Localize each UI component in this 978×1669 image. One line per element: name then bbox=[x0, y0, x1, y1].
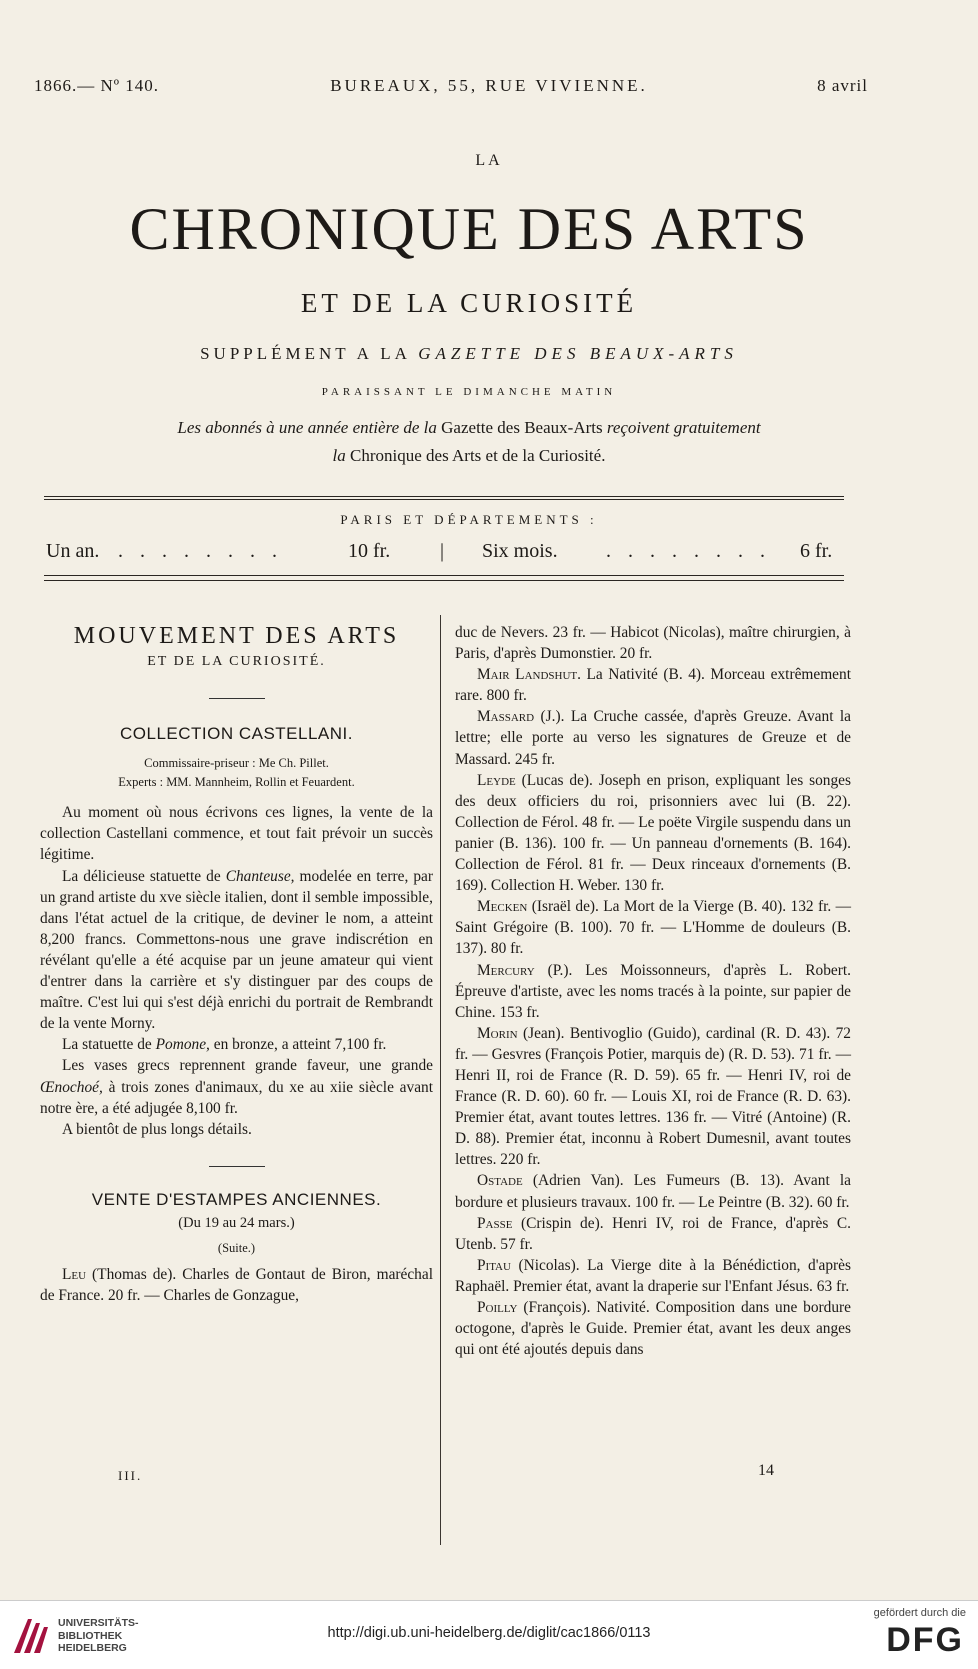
subscribers-text-c: reçoivent gratuitement bbox=[606, 418, 761, 437]
entry-name: Mercury bbox=[477, 961, 535, 979]
pricing-rule-thin bbox=[44, 580, 844, 581]
office-address: BUREAUX, 55, RUE VIVIENNE. bbox=[330, 76, 648, 95]
subscribers-text-e: Chronique des Arts et de la Curiosité. bbox=[350, 446, 606, 465]
p3-text-a: La statuette de bbox=[62, 1036, 152, 1054]
p3-text-c: en bronze, a atteint 7,100 fr. bbox=[213, 1036, 387, 1054]
entry-text: (Lucas de). Joseph en prison, expliquant les songes des deux officiers du roi, prisonniers avec lui (B. 22). Collection de Férol. 48 fr. — Le poëte Virgile suspendu dans un panier (B. 136). 100 fr. — Un panneau d'ornements (B. 164). Collection de Férol. 81 fr. — Deux rinceaux d'ornements (B. 169). Collection H. Weber. 130 fr. bbox=[455, 771, 851, 895]
entry-name: Poilly bbox=[477, 1299, 518, 1316]
left-column bbox=[40, 622, 433, 1306]
page-number: 14 bbox=[758, 1462, 774, 1479]
entry-name: Ostade bbox=[477, 1172, 523, 1190]
entry-name: Passe bbox=[477, 1214, 513, 1232]
paragraph-1: Au moment où nous écrivons ces lignes, la vente de la collection Castellani commence, et tout fait prévoir un succès légitime. bbox=[40, 804, 433, 864]
top-rule-thin bbox=[44, 499, 844, 500]
subscribers-text-d: la bbox=[332, 446, 346, 465]
library-line-3: HEIDELBERG bbox=[58, 1642, 127, 1654]
sale-title: VENTE D'ESTAMPES ANCIENNES. bbox=[91, 1189, 382, 1209]
entry-text: (Adrien Van). Les Fumeurs (B. 13). Avant la bordure et plusieurs travaux. 100 fr. — Le Peintre (B. 32). 60 fr. bbox=[455, 1172, 852, 1211]
p2-work-title: Chanteuse, bbox=[225, 867, 295, 885]
entry-text: (François). Nativité. Composition dans une bordure octogone, d'après le Guide. Premier état, avant les deux anges qui ont été ajoutés depuis dans bbox=[455, 1299, 851, 1359]
entry-leyde bbox=[455, 770, 851, 897]
entry-name: Leyde bbox=[477, 771, 516, 789]
journal-title: CHRONIQUE DES ARTS bbox=[129, 196, 809, 262]
right-column bbox=[455, 622, 851, 1360]
paragraph-3 bbox=[40, 1034, 433, 1055]
short-rule-2 bbox=[209, 1166, 265, 1167]
entry-leu-text: (Thomas de). Charles de Gontaut de Biron, maréchal de France. 20 fr. — Charles de Gonzague, bbox=[40, 1265, 433, 1304]
funding-label: gefördert durch die bbox=[873, 1607, 966, 1619]
entry-name: Mair Landshut. bbox=[477, 666, 581, 684]
p4-work-title: Œnochoé, bbox=[40, 1078, 103, 1096]
half-year-dots: . . . . . . . . bbox=[606, 540, 771, 562]
section-subheading: ET DE LA CURIOSITÉ. bbox=[147, 654, 326, 670]
entry-text: (P.). Les Moissonneurs, d'après L. Robert. Épreuve d'artiste, avec les noms tracés à la pointe, sur papier de Chine. 153 fr. bbox=[455, 961, 851, 1021]
auctioneer-line: Commissaire-priseur : Me Ch. Pillet. bbox=[144, 756, 329, 771]
library-line-1: UNIVERSITÄTS- bbox=[58, 1617, 139, 1629]
entry-name: Mecken bbox=[477, 898, 528, 916]
entry-mecken bbox=[455, 896, 851, 959]
entry-pitau bbox=[455, 1255, 851, 1297]
year-label: Un an. bbox=[46, 540, 100, 562]
pricing-rule bbox=[44, 575, 844, 576]
subscribers-text-b: Gazette des Beaux-Arts bbox=[441, 418, 603, 437]
sale-continued: (Suite.) bbox=[217, 1240, 256, 1255]
entry-text: (Crispin de). Henri IV, roi de France, d'après C. Utenb. 57 fr. bbox=[455, 1214, 851, 1253]
issue-number: 1866.— Nº 140. bbox=[34, 76, 160, 95]
price-separator: | bbox=[440, 540, 445, 562]
top-rule bbox=[44, 496, 844, 497]
journal-subtitle: ET DE LA CURIOSITÉ bbox=[300, 288, 638, 318]
p4-text-c: à trois zones d'animaux, du xe au xiie siècle avant notre ère, a été adjugée 8,100 fr. bbox=[40, 1078, 433, 1117]
entry-text: (Israël de). La Mort de la Vierge (B. 40). 132 fr. — Saint Grégoire (B. 100). 70 fr. — L'Homme de douleurs (B. 137). 80 fr. bbox=[455, 898, 851, 958]
library-line-2: BIBLIOTHEK bbox=[58, 1629, 123, 1642]
entry-text: (Jean). Bentivoglio (Guido), cardinal (R. D. 43). 72 fr. — Gesvres (François Potier, marquis de) (R. D. 53). 71 fr. — Henri II, roi de France (R. D. 59). 65 fr. — Henri IV, roi de France (R. D. 60). 60 fr. — Louis XI, roi de France (R. D. 63). Premier état, avant toutes lettres. 136 fr. — Vitré (Antoine) (R. D. 88). Premier état, inconnu à Robert Dumesnil, avant toutes lettres. 220 fr. bbox=[455, 1024, 851, 1169]
entry-leu bbox=[40, 1264, 433, 1306]
entry-poilly bbox=[455, 1297, 851, 1360]
signature-mark: III. bbox=[118, 1468, 143, 1483]
entry-name: Massard bbox=[477, 708, 535, 726]
subscribers-note-2 bbox=[0, 446, 958, 466]
entry-leu-name: Leu bbox=[62, 1265, 87, 1283]
p2-text-c: modelée en terre, par un grand artiste du xve siècle italien, dont il semble impossible, dans l'état actuel de la critique, de deviner le nom, a atteint 8,200 francs. Commettons-nous une grave indiscrétion en révélant qu'elle a été acquise par un jeune amateur qui vient d'entrer dans la carrière et s'y distinguer par des coups de maître. C'est lui qui s'est déjà enrichi du portrait de Rembrandt de la vente Morny. bbox=[40, 867, 433, 1033]
supplement-line bbox=[0, 344, 958, 364]
paragraph-2 bbox=[40, 866, 433, 1035]
entry-morin bbox=[455, 1023, 851, 1171]
p4-text-a: Les vases grecs reprennent grande faveur, une grande bbox=[62, 1057, 433, 1075]
entry-ostade bbox=[455, 1170, 851, 1212]
document-url-link[interactable]: http://digi.ub.uni-heidelberg.de/diglit/cac1866/0113 bbox=[327, 1625, 651, 1641]
entry-text: (J.). La Cruche cassée, d'après Greuze. Avant la lettre; elle porte au verso les signatures de Greuze et de Massard. 245 fr. bbox=[455, 708, 851, 768]
title-article: LA bbox=[475, 152, 503, 169]
half-year-price: 6 fr. bbox=[800, 540, 833, 562]
entry-continued: duc de Nevers. 23 fr. — Habicot (Nicolas), maître chirurgien, à Paris, d'après Dumonstier. 20 fr. bbox=[455, 624, 851, 663]
supplement-prefix: SUPPLÉMENT A LA bbox=[200, 344, 410, 363]
p3-work-title: Pomone, bbox=[155, 1036, 210, 1054]
viewer-footer bbox=[0, 1600, 978, 1669]
supplement-gazette: GAZETTE DES BEAUX-ARTS bbox=[418, 344, 738, 363]
entry-text: La Nativité (B. 4). Morceau extrêmement rare. 800 fr. bbox=[455, 666, 851, 705]
dfg-logo: DFG bbox=[886, 1621, 964, 1659]
paragraph-5: A bientôt de plus longs détails. bbox=[62, 1120, 252, 1138]
subscribers-note-1 bbox=[0, 418, 958, 438]
short-rule bbox=[209, 698, 265, 699]
p2-text-a: La délicieuse statuette de bbox=[62, 867, 221, 885]
half-year-label: Six mois. bbox=[482, 540, 558, 562]
sale-dates: (Du 19 au 24 mars.) bbox=[178, 1214, 295, 1231]
year-price: 10 fr. bbox=[348, 540, 391, 562]
entry-name: Morin bbox=[477, 1024, 518, 1042]
experts-line: Experts : MM. Mannheim, Rollin et Feuardent. bbox=[118, 775, 355, 790]
subscribers-text-a: Les abonnés à une année entière de la bbox=[177, 418, 437, 437]
column-divider bbox=[440, 615, 441, 1545]
collection-title: COLLECTION CASTELLANI. bbox=[119, 724, 353, 744]
entry-massard bbox=[455, 706, 851, 769]
publishing-schedule: PARAISSANT LE DIMANCHE MATIN bbox=[321, 386, 617, 398]
paragraph-4 bbox=[40, 1055, 433, 1118]
entry-mercury bbox=[455, 960, 851, 1023]
entry-mair bbox=[455, 664, 851, 706]
entry-passe bbox=[455, 1213, 851, 1255]
pricing-heading: PARIS ET DÉPARTEMENTS : bbox=[340, 512, 598, 527]
section-heading: MOUVEMENT DES ARTS bbox=[73, 623, 400, 649]
entry-text: (Nicolas). La Vierge dite à la Bénédiction, d'après Raphaël. Premier état, avant la draperie sur l'Enfant Jésus. 63 fr. bbox=[455, 1256, 851, 1295]
year-dots: . . . . . . . . bbox=[118, 540, 283, 562]
issue-date: 8 avril bbox=[817, 76, 868, 95]
entry-name: Pitau bbox=[477, 1256, 511, 1274]
